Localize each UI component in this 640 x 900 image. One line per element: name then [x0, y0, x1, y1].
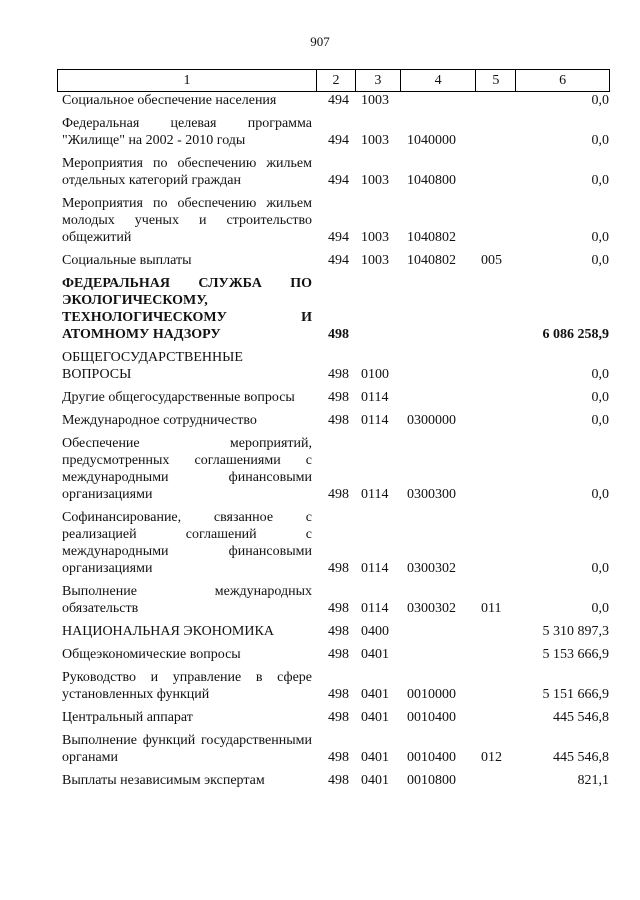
row-description: Обеспечение мероприятий, предусмотренных соглашениями с международными финансовыми организациями	[62, 436, 312, 502]
row-col3-value: 1003	[361, 173, 389, 188]
row-col2-value: 498	[328, 710, 349, 725]
row-description: Социальное обеспечение населения	[62, 93, 277, 108]
row-col4-value: 0300300	[407, 487, 456, 502]
row-col6-value: 0,0	[591, 390, 609, 405]
row-col2-value: 494	[328, 93, 349, 108]
row-col3-value: 0401	[361, 710, 389, 725]
table-row	[57, 583, 610, 617]
row-col3-value: 0114	[361, 390, 389, 405]
row-col6-value: 0,0	[591, 133, 609, 148]
row-description: Федеральная целевая программа "Жилище" на 2002 - 2010 годы	[62, 116, 312, 148]
row-col6-value: 0,0	[591, 601, 609, 616]
table-row	[57, 155, 610, 189]
row-col2-value: 498	[328, 773, 349, 788]
row-col2-value: 498	[328, 413, 349, 428]
column-header-1: 1	[58, 70, 317, 91]
row-col5-value: 005	[481, 253, 502, 268]
row-col3-value: 0401	[361, 750, 389, 765]
row-description: Международное сотрудничество	[62, 413, 257, 428]
table-row	[57, 412, 610, 429]
row-col2-value: 498	[328, 624, 349, 639]
row-col4-value: 1040802	[407, 253, 456, 268]
row-col2-value: 498	[328, 647, 349, 662]
column-header-6: 6	[559, 72, 567, 88]
row-col5-value: 011	[481, 601, 502, 616]
table-row	[57, 646, 610, 663]
table-row	[57, 195, 610, 246]
row-col3-value: 0114	[361, 601, 389, 616]
row-col3-value: 1003	[361, 133, 389, 148]
row-col4-value: 0010400	[407, 710, 456, 725]
column-header-3: 3	[356, 70, 401, 91]
row-col4-value: 1040802	[407, 230, 456, 245]
row-col3-value: 0114	[361, 487, 389, 502]
table-row	[57, 389, 610, 406]
row-col2-value: 498	[328, 750, 349, 765]
table-row	[57, 435, 610, 503]
row-col4-value: 0300000	[407, 413, 456, 428]
row-col2-value: 498	[328, 367, 349, 382]
row-col6-value: 821,1	[577, 773, 609, 788]
row-col6-value: 0,0	[591, 487, 609, 502]
row-col6-value: 0,0	[591, 230, 609, 245]
row-col4-value: 1040800	[407, 173, 456, 188]
row-col2-value: 498	[328, 601, 349, 616]
table-body	[57, 92, 610, 795]
row-col3-value: 1003	[361, 253, 389, 268]
row-col6-value: 6 086 258,9	[542, 327, 609, 342]
table-row	[57, 772, 610, 789]
row-description: Выполнение международных обязательств	[62, 584, 312, 616]
column-header-4: 4	[401, 70, 477, 91]
row-col6-value: 445 546,8	[553, 710, 609, 725]
row-col3-value: 1003	[361, 93, 389, 108]
row-col2-value: 494	[328, 133, 349, 148]
row-col3-value: 0114	[361, 413, 389, 428]
row-col3-value: 1003	[361, 230, 389, 245]
row-col2-value: 494	[328, 173, 349, 188]
table-row	[57, 115, 610, 149]
table-row	[57, 732, 610, 766]
row-col4-value: 0010400	[407, 750, 456, 765]
row-col6-value: 0,0	[591, 93, 609, 108]
row-description: Руководство и управление в сфере установленных функций	[62, 670, 312, 702]
row-col2-value: 498	[328, 487, 349, 502]
row-col3-value: 0401	[361, 687, 389, 702]
row-description: Центральный аппарат	[62, 710, 193, 725]
row-description: Софинансирование, связанное с реализацией соглашений с международными финансовыми организациями	[62, 510, 312, 576]
row-description: НАЦИОНАЛЬНАЯ ЭКОНОМИКА	[62, 624, 274, 639]
row-col3-value: 0401	[361, 647, 389, 662]
table-row	[57, 349, 610, 383]
table-row	[57, 509, 610, 577]
row-col6-value: 5 310 897,3	[542, 624, 609, 639]
row-col2-value: 498	[328, 561, 349, 576]
row-description: Выплаты независимым экспертам	[62, 773, 265, 788]
table-row	[57, 623, 610, 640]
row-col4-value: 1040000	[407, 133, 456, 148]
column-header-5: 5	[476, 70, 516, 91]
row-description: Социальные выплаты	[62, 253, 192, 268]
row-description: ФЕДЕРАЛЬНАЯ СЛУЖБА ПО ЭКОЛОГИЧЕСКОМУ, ТЕХНОЛОГИЧЕСКОМУ И АТОМНОМУ НАДЗОРУ	[62, 276, 312, 342]
page-number: 907	[310, 34, 330, 49]
row-col4-value: 0300302	[407, 601, 456, 616]
row-col2-value: 498	[328, 327, 349, 342]
row-description: ОБЩЕГОСУДАРСТВЕННЫЕ ВОПРОСЫ	[62, 350, 243, 382]
row-col3-value: 0400	[361, 624, 389, 639]
row-col3-value: 0100	[361, 367, 389, 382]
row-col2-value: 494	[328, 253, 349, 268]
row-col6-value: 0,0	[591, 253, 609, 268]
row-col2-value: 494	[328, 230, 349, 245]
row-col3-value: 0401	[361, 773, 389, 788]
row-col6-value: 0,0	[591, 367, 609, 382]
row-col2-value: 498	[328, 390, 349, 405]
row-col6-value: 0,0	[591, 413, 609, 428]
row-description: Выполнение функций государственными органами	[62, 733, 312, 765]
table-row	[57, 252, 610, 269]
row-col6-value: 0,0	[591, 173, 609, 188]
row-description: Мероприятия по обеспечению жильем отдельных категорий граждан	[62, 156, 312, 188]
table-row	[57, 709, 610, 726]
row-col6-value: 5 153 666,9	[542, 647, 609, 662]
table-row	[57, 92, 610, 109]
row-col6-value: 5 151 666,9	[542, 687, 609, 702]
row-description: Мероприятия по обеспечению жильем молодых ученых и строительство общежитий	[62, 196, 312, 245]
table-row	[57, 669, 610, 703]
table-header-row	[57, 69, 610, 92]
row-col2-value: 498	[328, 687, 349, 702]
row-col4-value: 0010800	[407, 773, 456, 788]
row-col5-value: 012	[481, 750, 502, 765]
row-description: Другие общегосударственные вопросы	[62, 390, 295, 405]
row-col6-value: 0,0	[591, 561, 609, 576]
row-col4-value: 0010000	[407, 687, 456, 702]
column-header-2: 2	[317, 70, 356, 91]
row-col6-value: 445 546,8	[553, 750, 609, 765]
row-col3-value: 0114	[361, 561, 389, 576]
row-description: Общеэкономические вопросы	[62, 647, 241, 662]
table-row	[57, 275, 610, 343]
row-col4-value: 0300302	[407, 561, 456, 576]
